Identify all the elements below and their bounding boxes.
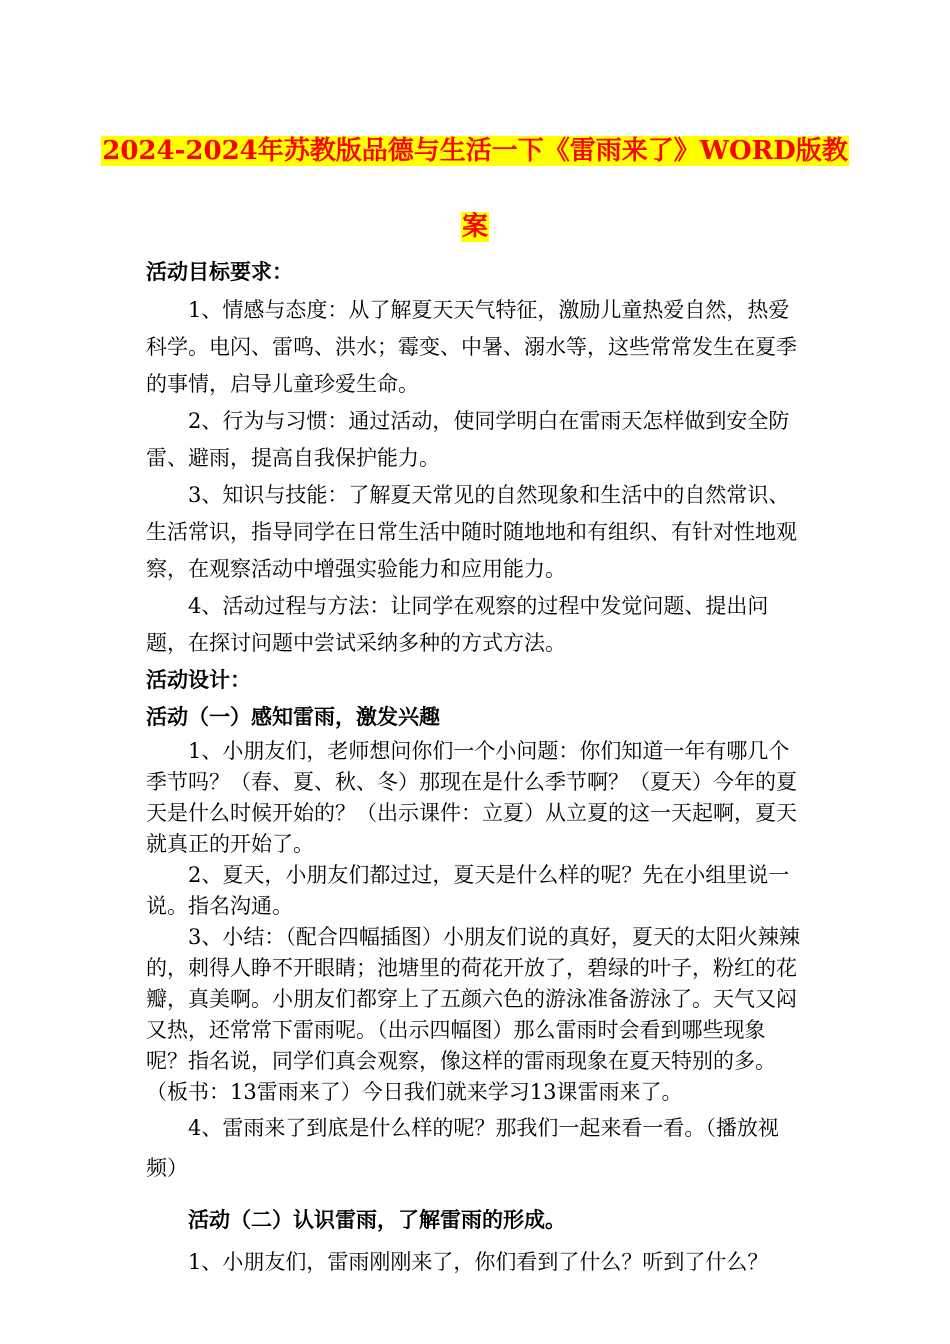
activity1-paragraph: 4、雷雨来了到底是什么样的呢？那我们一起来看一看。（播放视频） <box>146 1116 779 1180</box>
activity1-heading: 活动（一）感知雷雨，激发兴趣 <box>146 704 440 729</box>
design-heading: 活动设计： <box>146 667 251 692</box>
activity1-paragraph: 2、夏天，小朋友们都过过，夏天是什么样的呢？先在小组里说一说。指名沟通。 <box>146 863 790 918</box>
activity2-paragraph: 1、小朋友们，雷雨刚刚来了，你们看到了什么？听到了什么？ <box>188 1250 769 1274</box>
activity2-heading: 活动（二）认识雷雨，了解雷雨的形成。 <box>188 1207 566 1232</box>
document-body <box>146 252 806 1282</box>
document-title-line-2 <box>0 210 950 244</box>
document-title-line-1 <box>0 134 950 168</box>
document-title-text-2: 案 <box>461 212 488 242</box>
objective-paragraph: 4、活动过程与方法：让同学在观察的过程中发觉问题、提出问题，在探讨问题中尝试采纳多种的方式方法。 <box>146 594 769 655</box>
document-title-text-1: 2024-2024年苏教版品德与生活一下《雷雨来了》WORD版教 <box>102 136 848 166</box>
activity1-paragraph: 3、小结：（配合四幅插图）小朋友们说的真好，夏天的太阳火辣辣的，刺得人睁不开眼睛；池塘里的荷花开放了，碧绿的叶子，粉红的花瓣，真美啊。小朋友们都穿上了五颜六色的游泳准备游泳了。天气又闷又热，还常常下雷雨呢。（出示四幅图）那么雷雨时会看到哪些现象呢？指名说，同学们真会观察，像这样的雷雨现象在夏天特别的多。（板书：13雷雨来了）今日我们就来学习13课雷雨来了。 <box>146 925 800 1104</box>
objectives-heading: 活动目标要求： <box>146 259 293 284</box>
activity1-paragraph: 1、小朋友们，老师想问你们一个小问题：你们知道一年有哪几个季节吗？（春、夏、秋、冬）那现在是什么季节啊？（夏天）今年的夏天是什么时候开始的？（出示课件：立夏）从立夏的这一天起啊，夏天就真正的开始了。 <box>146 739 797 856</box>
objective-paragraph: 3、知识与技能：了解夏天常见的自然现象和生活中的自然常识、生活常识，指导同学在日常生活中随时随地地和有组织、有针对性地观察，在观察活动中增强实验能力和应用能力。 <box>146 483 797 581</box>
objective-paragraph: 2、行为与习惯：通过活动，使同学明白在雷雨天怎样做到安全防雷、避雨，提高自我保护能力。 <box>146 409 790 470</box>
objective-paragraph: 1、情感与态度：从了解夏天天气特征，激励儿童热爱自然，热爱科学。电闪、雷鸣、洪水；霉变、中暑、溺水等，这些常常发生在夏季的事情，启导儿童珍爱生命。 <box>146 298 797 396</box>
